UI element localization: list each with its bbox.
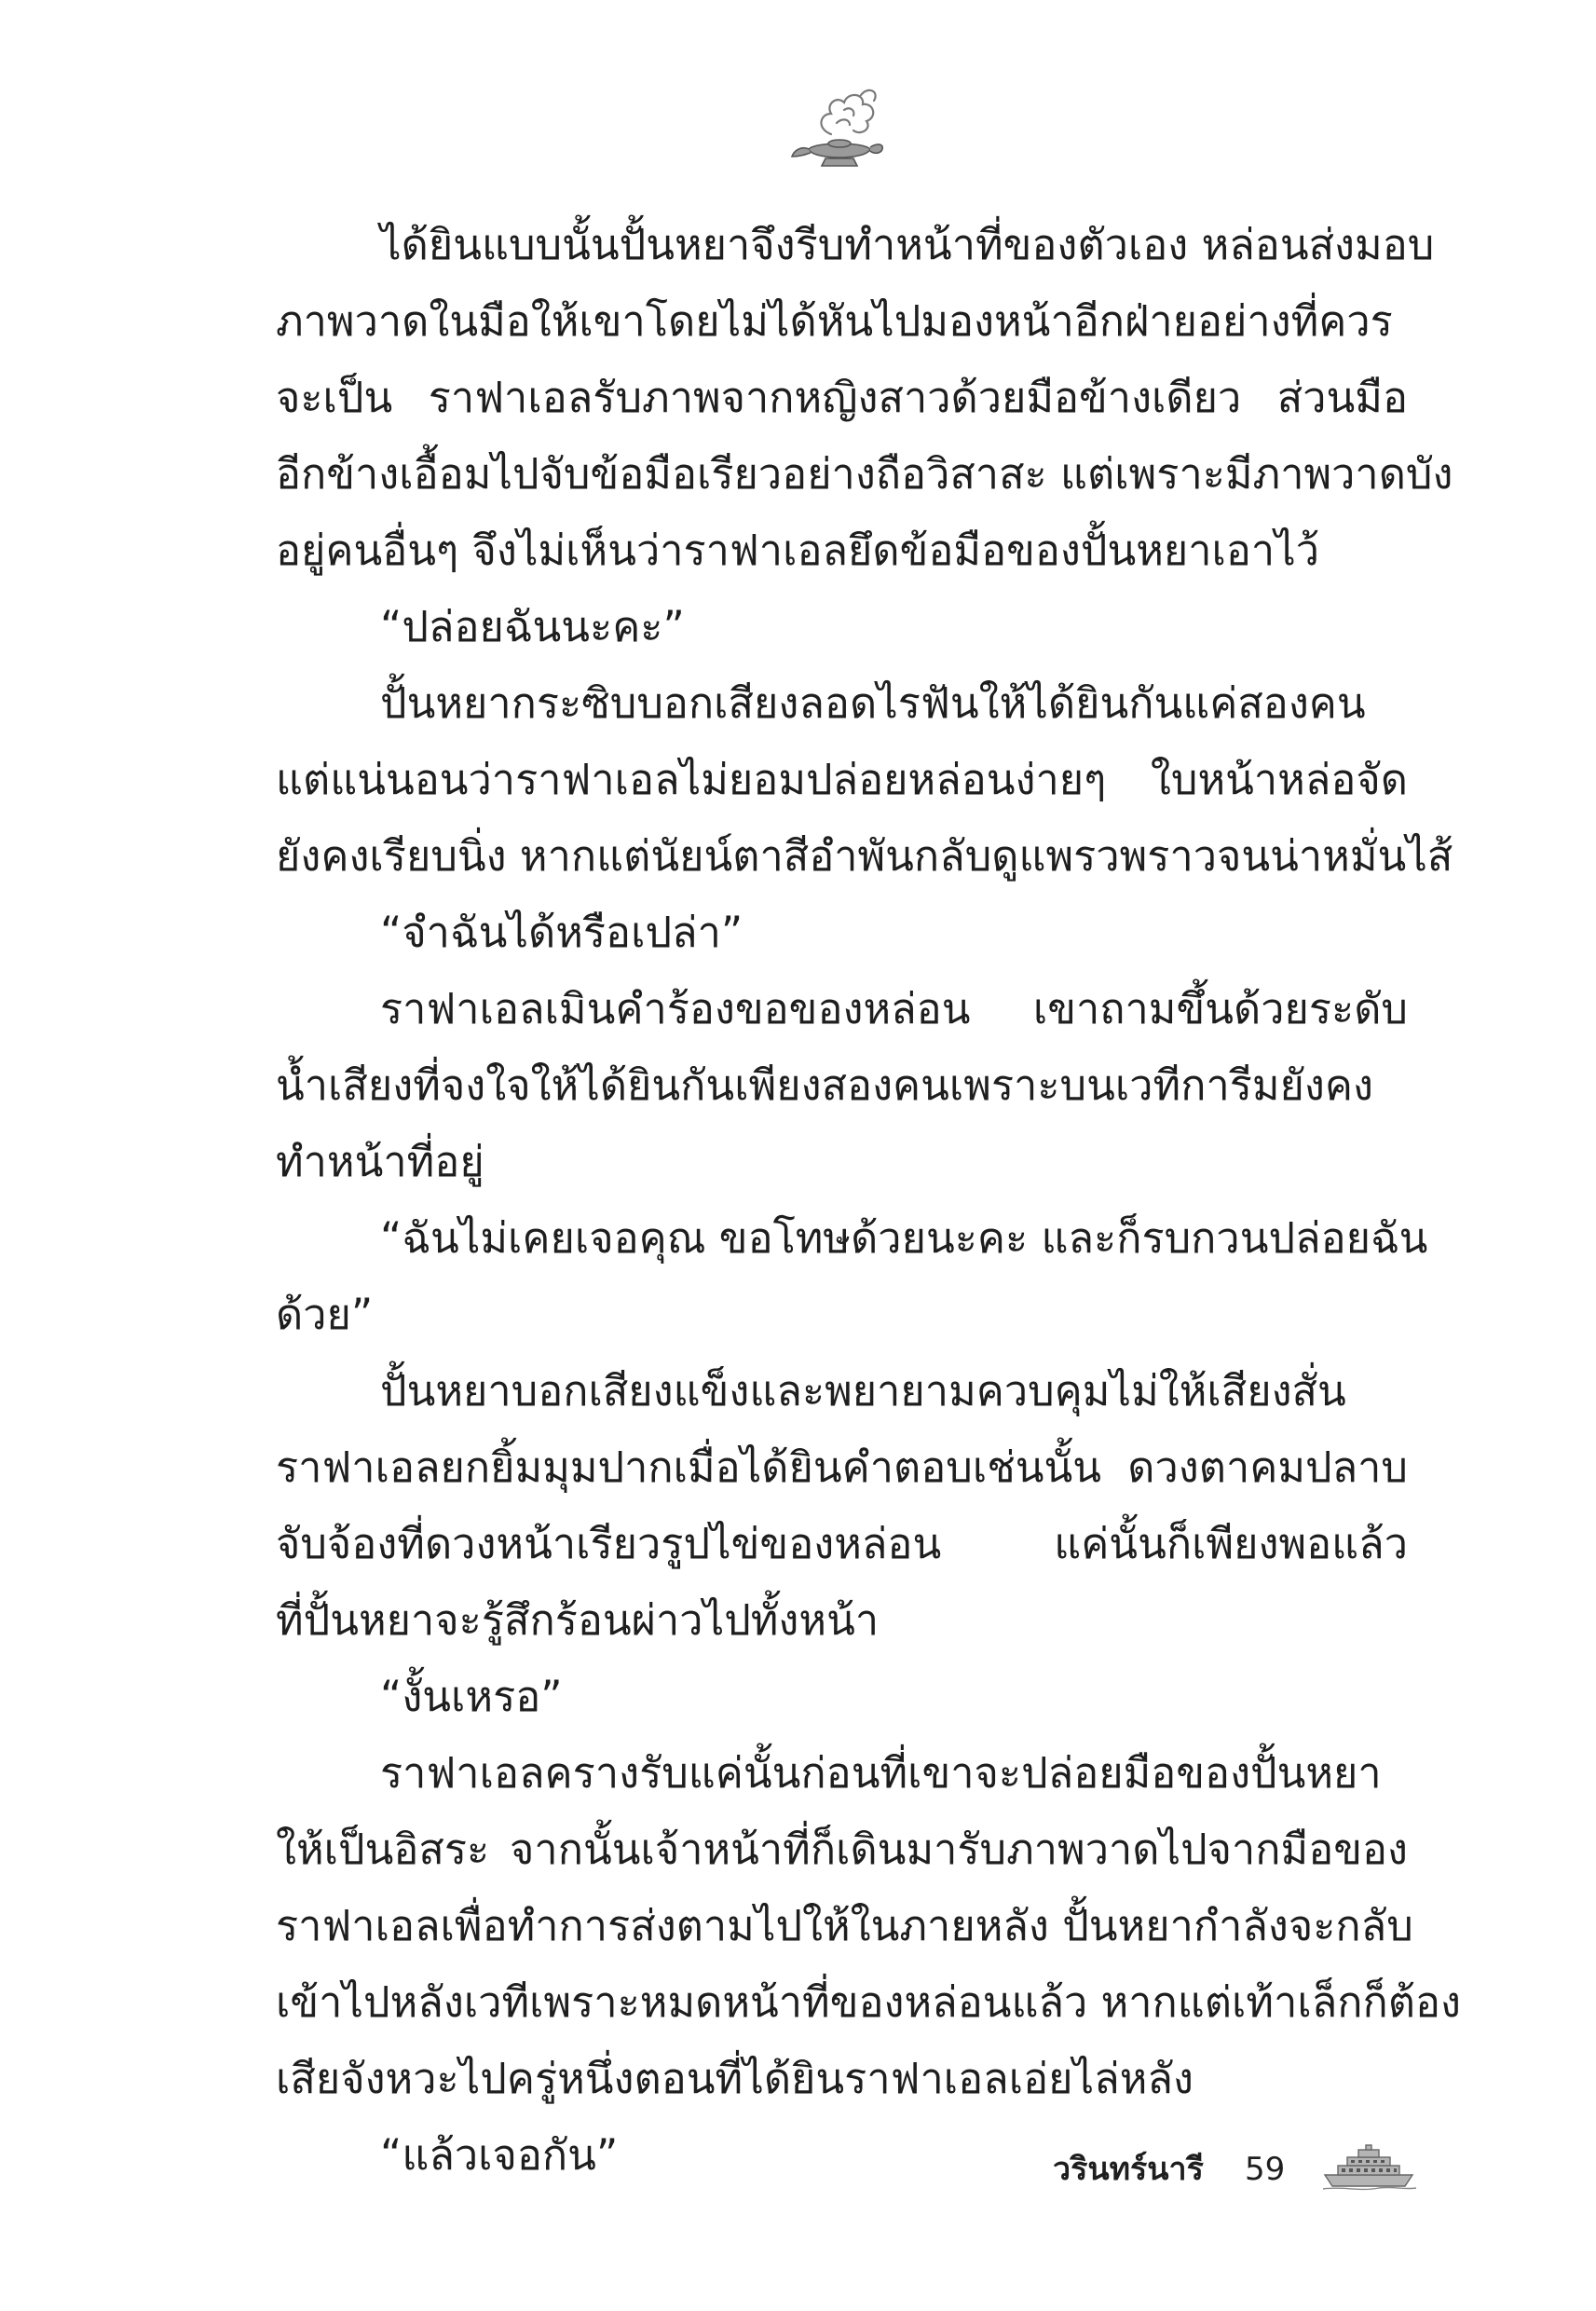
dialogue-line: “แล้วเจอกัน” [380,2130,619,2180]
dialogue-line: “งั้นเหรอ” [380,1672,563,1721]
text-line: จะเป็น ราฟาเอลรับภาพจากหญิงสาวด้วยมือข้างเดียว ส่วนมือ [276,373,1408,422]
text-line: ราฟาเอลยกยิ้มมุมปากเมื่อได้ยินคำตอบเช่นนั้น ดวงตาคมปลาบ [276,1443,1408,1492]
book-title: วรินทร์นารี [1053,2151,1204,2188]
text-line: ยังคงเรียบนิ่ง หากแต่นัยน์ตาสีอำพันกลับดูแพรวพราวจนน่าหมั่นไส้ [276,831,1453,881]
text-line: ทำหน้าที่อยู่ [276,1137,484,1186]
text-line: จับจ้องที่ดวงหน้าเรียวรูปไข่ของหล่อน แค่นั้นก็เพียงพอแล้ว [276,1519,1408,1568]
text-line: ราฟาเอลครางรับแค่นั้นก่อนที่เขาจะปล่อยมือของปั้นหยา [380,1748,1382,1798]
text-line: ราฟาเอลเมินคำร้องขอของหล่อน เขาถามขึ้นด้วยระดับ [380,984,1408,1033]
page-text [276,207,1462,2194]
dialogue-line: “ปล่อยฉันนะคะ” [380,602,685,651]
text-line: ให้เป็นอิสระ จากนั้นเจ้าหน้าที่ก็เดินมารับภาพวาดไปจากมือของ [276,1825,1408,1874]
text-line: ภาพวาดในมือให้เขาโดยไม่ได้หันไปมองหน้าอีกฝ่ายอย่างที่ควร [276,296,1393,346]
text-line: น้ำเสียงที่จงใจให้ได้ยินกันเพียงสองคนเพราะบนเวทีการีมยังคง [276,1060,1373,1110]
dialogue-line: ด้วย” [276,1290,374,1339]
text-line: ปั้นหยากระซิบบอกเสียงลอดไรฟันให้ได้ยินกันแค่สองคน [380,678,1366,728]
page-number: 59 [1245,2151,1286,2188]
dialogue-line: “จำฉันได้หรือเปล่า” [380,908,743,957]
text-line: เข้าไปหลังเวทีเพราะหมดหน้าที่ของหล่อนแล้ว หากแต่เท้าเล็กก็ต้อง [276,1977,1462,2027]
text-line: ที่ปั้นหยาจะรู้สึกร้อนผ่าวไปทั้งหน้า [276,1595,880,1645]
text-line: เสียจังหวะไปครู่หนึ่งตอนที่ได้ยินราฟาเอลเอ่ยไล่หลัง [276,2054,1194,2103]
text-line: ปั้นหยาบอกเสียงแข็งและพยายามควบคุมไม่ให้เสียงสั่น [380,1366,1346,1415]
text-line: ได้ยินแบบนั้นปั้นหยาจึงรีบทำหน้าที่ของตัวเอง หล่อนส่งมอบ [380,220,1435,269]
text-line: อีกข้างเอื้อมไปจับข้อมือเรียวอย่างถือวิสาสะ แต่เพราะมีภาพวาดบัง [276,449,1453,499]
text-line: แต่แน่นอนว่าราฟาเอลไม่ยอมปล่อยหล่อนง่ายๆ ใบหน้าหล่อจัด [276,755,1408,804]
magic-lamp-icon [788,76,891,179]
dialogue-line: “ฉันไม่เคยเจอคุณ ขอโทษด้วยนะคะ และก็รบกวนปล่อยฉัน [380,1213,1428,1263]
page-footer [1006,2143,1416,2199]
text-line: ราฟาเอลเพื่อทำการส่งตามไปให้ในภายหลัง ปั้นหยากำลังจะกลับ [276,1901,1413,1950]
ship-icon [1323,2143,1416,2192]
text-line: อยู่คนอื่นๆ จึงไม่เห็นว่าราฟาเอลยึดข้อมือของปั้นหยาเอาไว้ [276,526,1320,575]
